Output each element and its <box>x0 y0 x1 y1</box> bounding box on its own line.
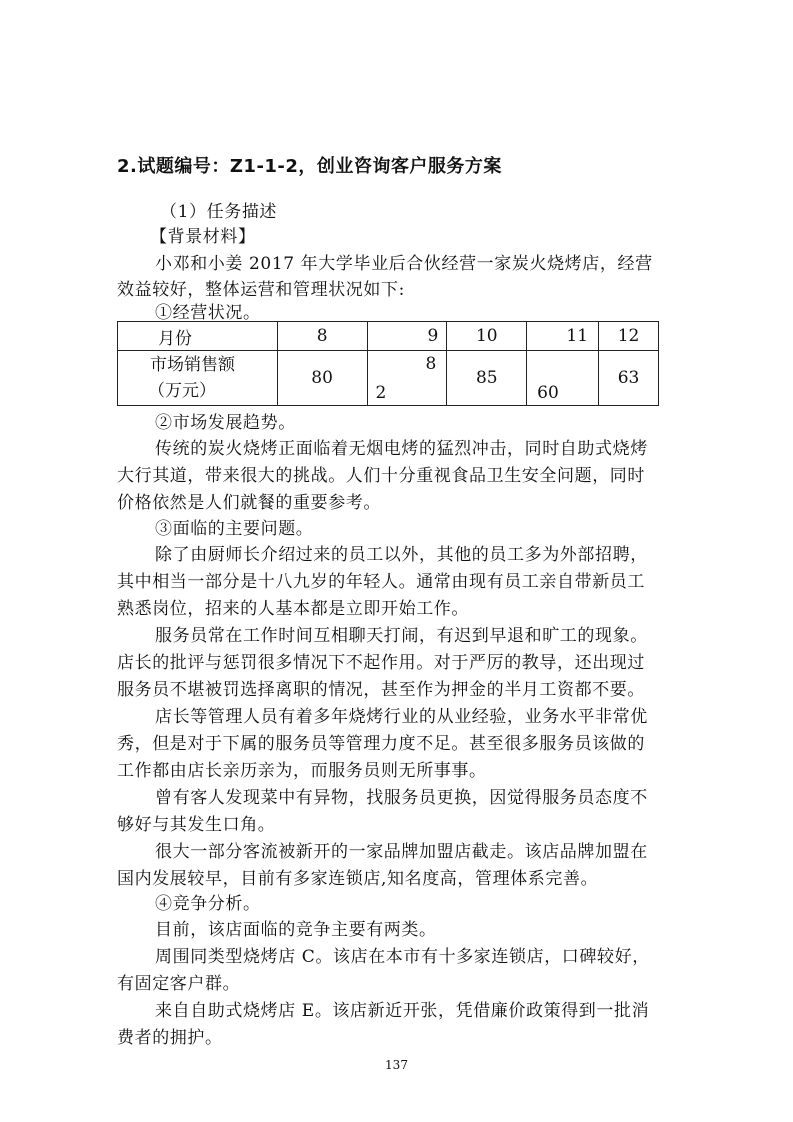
problem-line: 工作都由店长亲历亲为，而服务员则无所事事。 <box>117 761 487 781</box>
table-data-row <box>118 351 659 406</box>
background-heading: 【背景材料】 <box>150 227 256 247</box>
problem-line: 服务员常在工作时间互相聊天打闹，有迟到早退和旷工的现象。 <box>155 626 648 646</box>
competition-intro: 目前，该店面临的竞争主要有两类。 <box>155 920 437 940</box>
trend-line: 传统的炭火烧烤正面临着无烟电烤的猛烈冲击，同时自助式烧烤 <box>155 439 648 459</box>
section-trend-heading: ②市场发展趋势。 <box>155 413 296 433</box>
section-competition-heading: ④竞争分析。 <box>155 894 261 914</box>
competition-line: 费者的拥护。 <box>117 1028 223 1048</box>
sales-value: 63 <box>599 351 659 406</box>
competition-line: 有固定客户群。 <box>117 974 241 994</box>
page-number: 137 <box>385 1058 408 1072</box>
exam-item-title: 2.试题编号：Z1-1-2，创业咨询客户服务方案 <box>117 156 502 177</box>
table-header-row <box>118 322 659 351</box>
trend-line: 价格依然是人们就餐的重要参考。 <box>117 493 381 513</box>
intro-line-2: 效益较好，整体运营和管理状况如下: <box>117 280 405 300</box>
problem-line: 其中相当一部分是十八九岁的年轻人。通常由现有员工亲自带新员工 <box>117 572 645 592</box>
month-cell: 9 <box>367 322 447 351</box>
sales-value-cell <box>527 351 599 406</box>
section-operations-heading: ①经营状况。 <box>155 303 261 323</box>
section-problems-heading: ③面临的主要问题。 <box>155 519 314 539</box>
task-description-heading: （1）任务描述 <box>160 202 278 222</box>
trend-line: 大行其道，带来很大的挑战。人们十分重视食品卫生安全问题，同时 <box>117 466 645 486</box>
problem-line: 店长的批评与惩罚很多情况下不起作用。对于严厉的教导，还出现过 <box>117 653 645 673</box>
problem-line: 店长等管理人员有着多年烧烤行业的从业经验，业务水平非常优 <box>155 707 648 727</box>
sales-table <box>117 321 659 406</box>
month-cell: 11 <box>527 322 599 351</box>
sales-value-bottom: 2 <box>375 383 387 403</box>
month-cell: 12 <box>599 322 659 351</box>
problem-line: 秀，但是对于下属的服务员等管理力度不足。甚至很多服务员该做的 <box>117 734 645 754</box>
intro-line-1: 小邓和小姜 2017 年大学毕业后合伙经营一家炭火烧烤店，经营 <box>155 254 653 274</box>
month-cell: 10 <box>447 322 527 351</box>
problem-line: 服务员不堪被罚选择离职的情况，甚至作为押金的半月工资都不要。 <box>117 680 645 700</box>
sales-value-top: 8 <box>425 354 437 374</box>
problem-line: 曾有客人发现菜中有异物，找服务员更换，因觉得服务员态度不 <box>155 788 648 808</box>
month-header: 月份 <box>118 322 278 351</box>
month-cell: 8 <box>277 322 367 351</box>
sales-value: 80 <box>277 351 367 406</box>
competition-line: 周围同类型烧烤店 C。该店在本市有十多家连锁店，口碑较好， <box>155 947 650 967</box>
problem-line: 除了由厨师长介绍过来的员工以外，其他的员工多为外部招聘， <box>155 545 648 565</box>
problem-line: 熟悉岗位，招来的人基本都是立即开始工作。 <box>117 599 469 619</box>
sales-label-line: 市场销售额 <box>150 355 235 375</box>
sales-value-split <box>367 351 447 406</box>
competition-line: 来自自助式烧烤店 E。该店新近开张，凭借廉价政策得到一批消 <box>155 1001 650 1021</box>
sales-row-label <box>118 351 278 406</box>
problem-line: 够好与其发生口角。 <box>117 815 276 835</box>
sales-value: 85 <box>447 351 527 406</box>
sales-value: 60 <box>537 383 559 403</box>
problem-line: 国内发展较早，目前有多家连锁店,知名度高，管理体系完善。 <box>117 869 599 889</box>
sales-unit-label: （万元） <box>148 381 216 401</box>
problem-line: 很大一部分客流被新开的一家品牌加盟店截走。该店品牌加盟在 <box>155 842 648 862</box>
